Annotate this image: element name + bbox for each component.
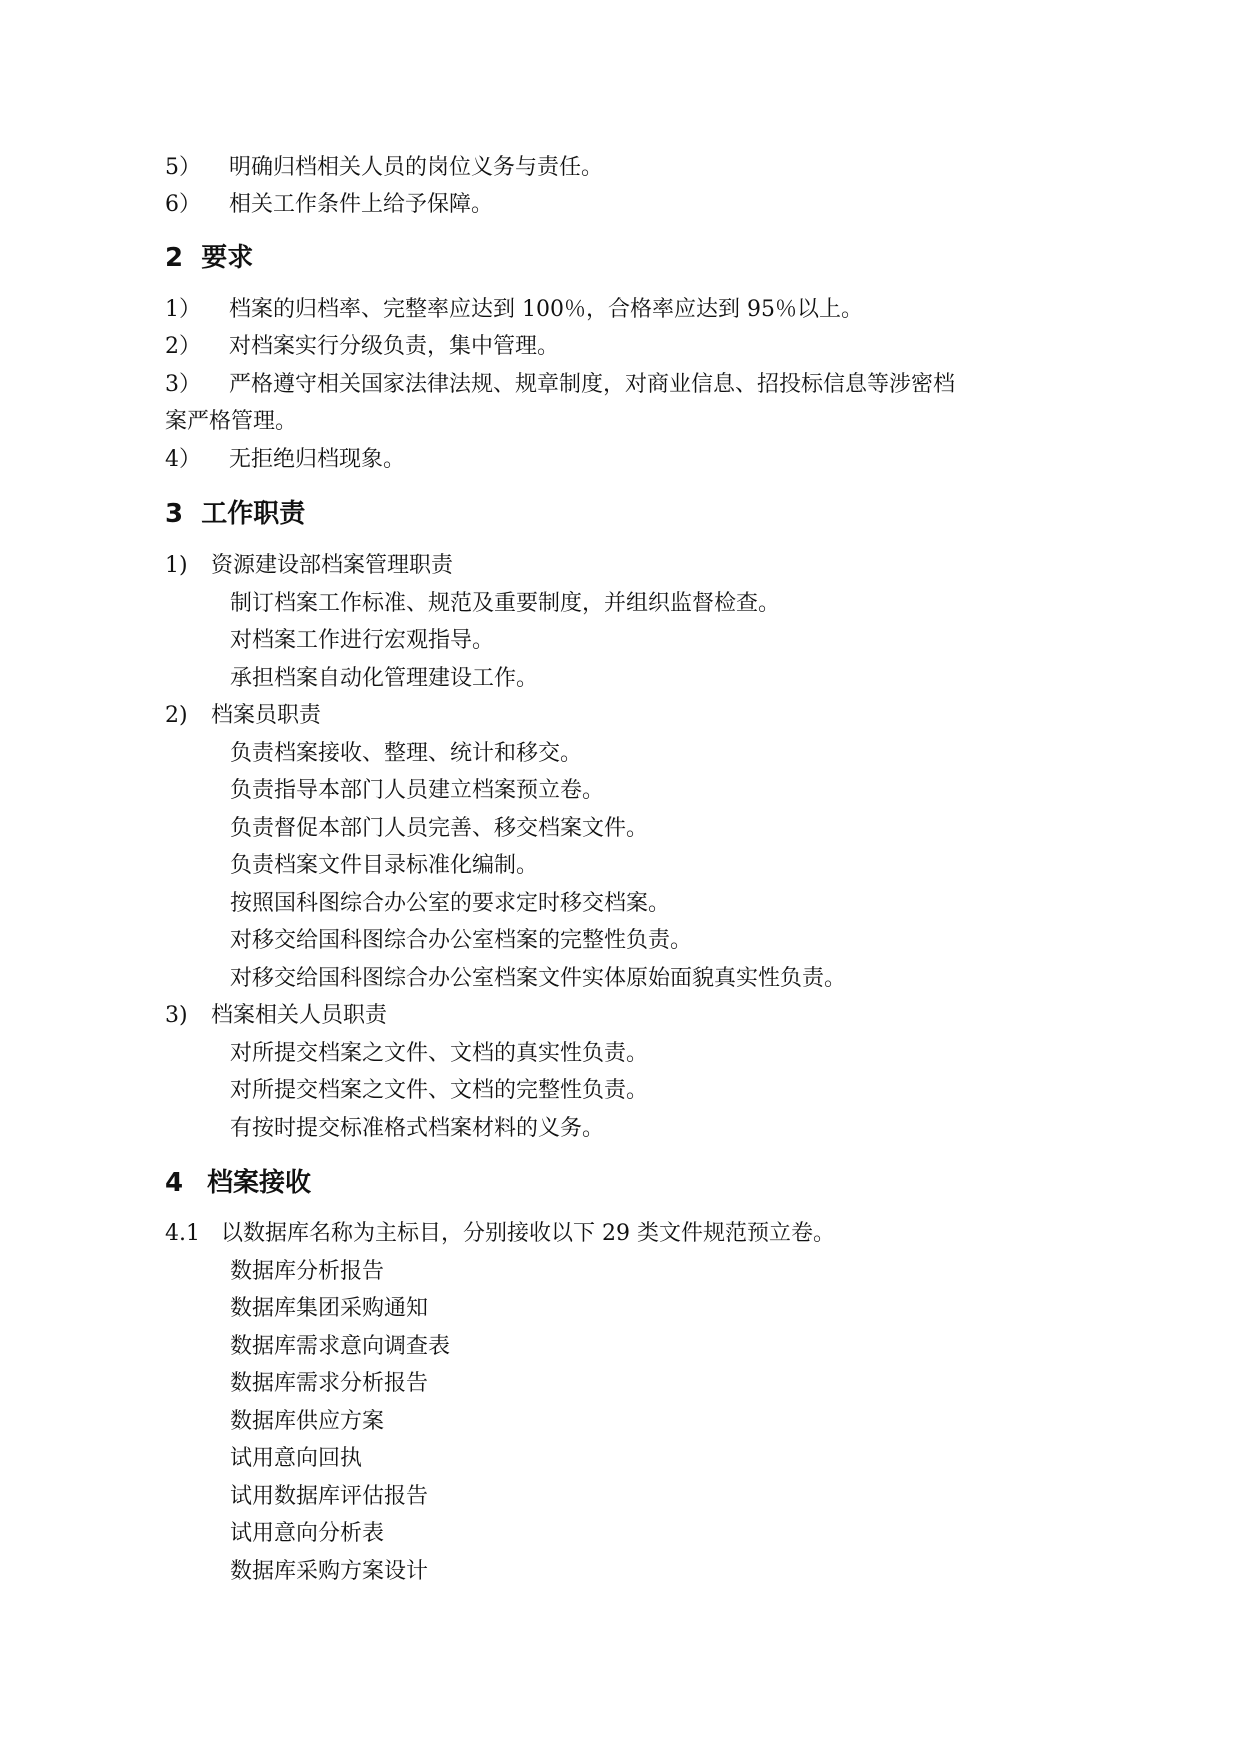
list-item: 数据库需求意向调查表 [230, 1334, 451, 1359]
list-item: 数据库集团采购通知 [230, 1296, 429, 1321]
group-number: 2) [165, 703, 188, 728]
list-item [165, 370, 955, 400]
group-title: 资源建设部档案管理职责 [211, 553, 454, 578]
item-number: 6） [165, 192, 201, 217]
list-item: 负责档案接收、整理、统计和移交。 [230, 741, 583, 766]
item-text: 明确归档相关人员的岗位义务与责任。 [229, 155, 604, 180]
list-item: 制订档案工作标准、规范及重要制度，并组织监督检查。 [230, 591, 781, 616]
list-item [165, 332, 559, 362]
list-item: 试用意向回执 [230, 1446, 363, 1471]
section-heading-4 [165, 1166, 311, 1200]
list-item: 数据库供应方案 [230, 1409, 385, 1434]
list-item: 对档案工作进行宏观指导。 [230, 628, 495, 653]
list-item: 对所提交档案之文件、文档的真实性负责。 [230, 1041, 649, 1066]
item-text: 无拒绝归档现象。 [229, 447, 406, 472]
item-number: 4） [165, 447, 201, 472]
list-item: 负责指导本部门人员建立档案预立卷。 [230, 778, 605, 803]
list-item: 有按时提交标准格式档案材料的义务。 [230, 1116, 605, 1141]
list-item: 试用意向分析表 [230, 1521, 385, 1546]
list-item: 试用数据库评估报告 [230, 1484, 429, 1509]
group-heading [165, 701, 321, 731]
subsection-number: 4.1 [165, 1221, 200, 1246]
section-title: 要求 [201, 243, 254, 273]
list-item: 对所提交档案之文件、文档的完整性负责。 [230, 1078, 649, 1103]
item-number: 1） [165, 297, 201, 322]
item-number: 2） [165, 334, 201, 359]
list-item [165, 295, 863, 325]
group-title: 档案员职责 [211, 703, 322, 728]
list-item-continuation: 案严格管理。 [165, 409, 298, 434]
list-item: 对移交给国科图综合办公室档案文件实体原始面貌真实性负责。 [230, 966, 847, 991]
list-item [165, 153, 603, 183]
list-item: 承担档案自动化管理建设工作。 [230, 666, 539, 691]
list-item: 按照国科图综合办公室的要求定时移交档案。 [230, 891, 671, 916]
section-heading-3 [165, 497, 305, 531]
item-text: 档案的归档率、完整率应达到 100％，合格率应达到 95％以上。 [229, 297, 863, 322]
item-number: 3） [165, 372, 201, 397]
list-item: 数据库采购方案设计 [230, 1559, 429, 1584]
item-text: 对档案实行分级负责，集中管理。 [229, 334, 560, 359]
list-item: 负责督促本部门人员完善、移交档案文件。 [230, 816, 649, 841]
list-item: 数据库需求分析报告 [230, 1371, 429, 1396]
list-item [165, 445, 405, 475]
section-number: 4 [165, 1168, 184, 1198]
list-item: 负责档案文件目录标准化编制。 [230, 853, 539, 878]
section-number: 2 [165, 243, 184, 273]
group-heading [165, 551, 453, 581]
group-heading [165, 1001, 387, 1031]
group-number: 3) [165, 1003, 188, 1028]
item-number: 5） [165, 155, 201, 180]
section-title: 工作职责 [201, 499, 306, 529]
section-title: 档案接收 [207, 1168, 312, 1198]
list-item [165, 190, 493, 220]
group-number: 1) [165, 553, 188, 578]
list-item: 数据库分析报告 [230, 1259, 385, 1284]
list-item: 对移交给国科图综合办公室档案的完整性负责。 [230, 928, 693, 953]
subsection-text: 以数据库名称为主标目，分别接收以下 29 类文件规范预立卷。 [221, 1221, 835, 1246]
section-number: 3 [165, 499, 184, 529]
subsection-intro [165, 1219, 835, 1249]
item-text: 严格遵守相关国家法律法规、规章制度，对商业信息、招投标信息等涉密档 [229, 372, 956, 397]
group-title: 档案相关人员职责 [211, 1003, 388, 1028]
section-heading-2 [165, 241, 253, 275]
item-text: 相关工作条件上给予保障。 [229, 192, 494, 217]
